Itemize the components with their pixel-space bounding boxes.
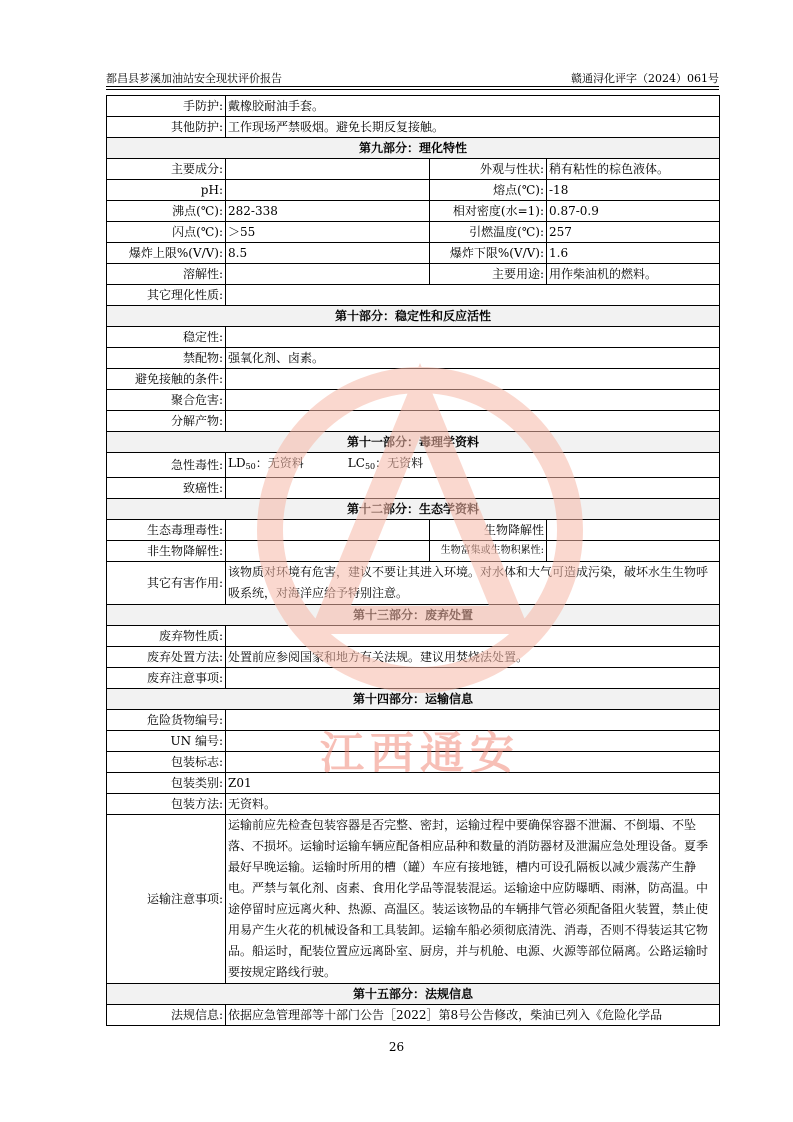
field-label: 主要用途:	[430, 264, 547, 285]
table-row	[107, 647, 720, 668]
section-heading: 第十四部分：运输信息	[107, 689, 720, 710]
section-heading: 第十二部分：生态学资料	[107, 499, 720, 520]
field-label: 危险货物编号:	[107, 710, 226, 731]
field-value	[226, 731, 720, 752]
field-value	[226, 390, 720, 411]
field-label: 其它理化性质:	[107, 285, 226, 306]
table-row	[107, 222, 720, 243]
field-label: 稳定性:	[107, 327, 226, 348]
section-heading: 第十一部分：毒理学资料	[107, 432, 720, 453]
field-label: 致癌性:	[107, 478, 226, 499]
field-label: 生态毒理毒性:	[107, 520, 226, 541]
field-label: 主要成分:	[107, 159, 226, 180]
field-label: 引燃温度(℃):	[430, 222, 547, 243]
field-value	[226, 369, 720, 390]
field-value: 稍有粘性的棕色液体。	[547, 159, 720, 180]
field-value: 工作现场严禁吸烟。避免长期反复接触。	[226, 117, 720, 138]
field-value: -18	[547, 180, 720, 201]
field-value: 依据应急管理部等十部门公告［2022］第8号公告修改，柴油已列入《危险化学品	[226, 1005, 720, 1026]
field-value	[226, 478, 720, 499]
table-row	[107, 731, 720, 752]
table-row	[107, 411, 720, 432]
table-row	[107, 668, 720, 689]
field-label: 运输注意事项:	[107, 815, 226, 984]
table-row	[107, 710, 720, 731]
field-label: 相对密度(水=1):	[430, 201, 547, 222]
field-value	[226, 668, 720, 689]
section-heading: 第十部分：稳定性和反应活性	[107, 306, 720, 327]
table-row	[107, 369, 720, 390]
lc-value: ：无资料	[375, 456, 424, 470]
field-value: 处置前应参阅国家和地方有关法规。建议用焚烧法处置。	[226, 647, 720, 668]
msds-table	[106, 95, 720, 1026]
field-label: 手防护:	[107, 96, 226, 117]
field-label: 废弃物性质:	[107, 626, 226, 647]
table-row	[107, 773, 720, 794]
field-label: 其它有害作用:	[107, 562, 226, 605]
field-value: 8.5	[226, 243, 430, 264]
field-value: ＞55	[226, 222, 430, 243]
field-label: 其他防护:	[107, 117, 226, 138]
field-value: 强氧化剂、卤素。	[226, 348, 720, 369]
field-label: 非生物降解性:	[107, 541, 226, 562]
field-value: 0.87-0.9	[547, 201, 720, 222]
lc-subscript: 50	[364, 462, 376, 471]
field-value: 戴橡胶耐油手套。	[226, 96, 720, 117]
header-report-number: 赣通浔化评字（2024）061号	[571, 72, 719, 85]
field-value	[226, 626, 720, 647]
ld-value: ：无资料	[255, 456, 304, 470]
table-row	[107, 478, 720, 499]
field-label: pH:	[107, 180, 226, 201]
header-report-title: 都昌县芗溪加油站安全现状评价报告	[106, 72, 282, 85]
field-value	[226, 264, 430, 285]
field-label: 爆炸上限%(V/V):	[107, 243, 226, 264]
field-label: 闪点(℃):	[107, 222, 226, 243]
table-row	[107, 752, 720, 773]
table-row	[107, 541, 720, 562]
table-row	[107, 1005, 720, 1026]
field-label: 避免接触的条件:	[107, 369, 226, 390]
header-rule	[106, 86, 719, 87]
section-heading: 第十五部分：法规信息	[107, 984, 720, 1005]
field-label: 生物降解性	[430, 520, 547, 541]
table-row	[107, 327, 720, 348]
field-value: 该物质对环境有危害，建议不要让其进入环境。对水体和大气可造成污染，破坏水生生物呼吸系统，对海洋应给予特别注意。	[226, 562, 720, 605]
page-header	[106, 70, 719, 86]
table-row	[107, 96, 720, 117]
field-label: 生物富集或生物积累性:	[430, 541, 547, 562]
field-value: 用作柴油机的燃料。	[547, 264, 720, 285]
watermark-text: 江西通安	[320, 728, 520, 779]
table-row	[107, 562, 720, 605]
acute-toxicity-value	[226, 453, 720, 478]
field-value	[226, 159, 430, 180]
table-row	[107, 201, 720, 222]
table-row	[107, 348, 720, 369]
lc-label: LC	[347, 456, 365, 470]
table-row	[107, 117, 720, 138]
field-value	[226, 520, 430, 541]
table-row	[107, 626, 720, 647]
field-label: 外观与性状:	[430, 159, 547, 180]
field-value: 运输前应先检查包装容器是否完整、密封，运输过程中要确保容器不泄漏、不倒塌、不坠落、不损坏。运输时运输车辆应配备相应品种和数量的消防器材及泄漏应急处理设备。夏季最好早晚运输。运输时所用的槽（罐）车应有接地链，槽内可设孔隔板以减少震荡产生静电。严禁与氧化剂、卤素、食用化学品等混装混运。运输途中应防曝晒、雨淋，防高温。中途停留时应远离火种、热源、高温区。装运该物品的车辆排气管必须配备阻火装置，禁止使用易产生火花的机械设备和工具装卸。运输车船必须彻底清洗、消毒，否则不得装运其它物品。船运时，配装位置应远离卧室、厨房，并与机舱、电源、火源等部位隔离。公路运输时要按规定路线行驶。	[226, 815, 720, 984]
table-row	[107, 815, 720, 984]
field-value	[226, 285, 720, 306]
field-value	[226, 541, 430, 562]
field-label: 包装类别:	[107, 773, 226, 794]
field-label: 溶解性:	[107, 264, 226, 285]
ld-subscript: 50	[245, 462, 256, 471]
field-value	[547, 541, 720, 562]
header-rule-double	[106, 89, 719, 90]
field-value: 1.6	[547, 243, 720, 264]
field-value	[226, 411, 720, 432]
table-row	[107, 794, 720, 815]
section-heading: 第十三部分：废弃处置	[107, 605, 720, 626]
field-label: 废弃注意事项:	[107, 668, 226, 689]
page-number: 26	[388, 1040, 405, 1054]
field-label: 包装方法:	[107, 794, 226, 815]
field-value: 257	[547, 222, 720, 243]
field-label: 法规信息:	[107, 1005, 226, 1026]
field-label: 爆炸下限%(V/V):	[430, 243, 547, 264]
table-row	[107, 159, 720, 180]
field-value: Z01	[226, 773, 720, 794]
table-row	[107, 520, 720, 541]
field-label: 沸点(℃):	[107, 201, 226, 222]
section-heading: 第九部分：理化特性	[107, 138, 720, 159]
field-label: UN 编号:	[107, 731, 226, 752]
field-label: 聚合危害:	[107, 390, 226, 411]
table-row	[107, 453, 720, 478]
table-row	[107, 243, 720, 264]
field-value	[547, 520, 720, 541]
table-row	[107, 285, 720, 306]
field-value: 282-338	[226, 201, 430, 222]
table-row	[107, 390, 720, 411]
field-value	[226, 710, 720, 731]
field-label: 熔点(℃):	[430, 180, 547, 201]
field-value	[226, 180, 430, 201]
table-row	[107, 264, 720, 285]
field-value: 无资料。	[226, 794, 720, 815]
ld-label: LD	[228, 456, 246, 470]
field-label: 包装标志:	[107, 752, 226, 773]
field-label: 废弃处置方法:	[107, 647, 226, 668]
field-label: 禁配物:	[107, 348, 226, 369]
field-label: 急性毒性:	[107, 453, 226, 478]
field-value	[226, 752, 720, 773]
table-row	[107, 180, 720, 201]
field-value	[226, 327, 720, 348]
field-label: 分解产物:	[107, 411, 226, 432]
